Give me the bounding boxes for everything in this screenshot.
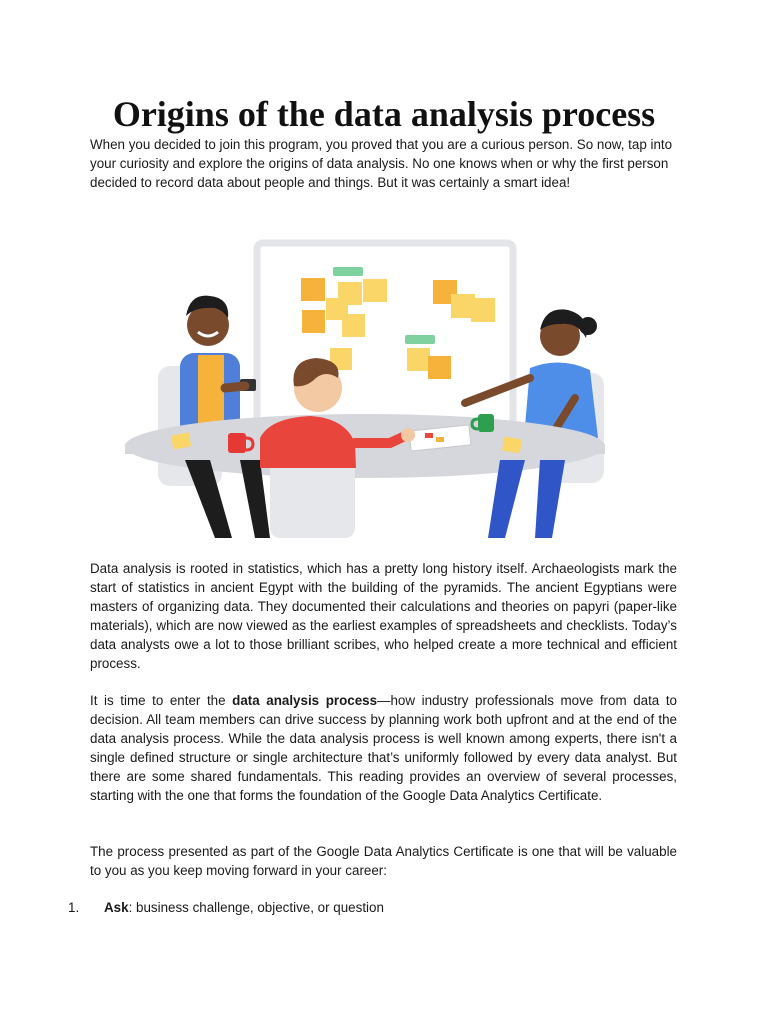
sticky-note (471, 298, 495, 322)
list-item-description: : business challenge, objective, or question (128, 900, 384, 915)
list-item-number: 1. (68, 900, 80, 915)
red-mug (228, 433, 246, 453)
sticky-note (428, 356, 451, 379)
green-tag (333, 267, 363, 276)
list-item (68, 898, 668, 917)
sticky-note (363, 279, 387, 302)
process-text-before: It is time to enter the (90, 693, 233, 708)
sticky-note (342, 314, 365, 337)
list-item-term: Ask (104, 900, 129, 915)
history-paragraph: Data analysis is rooted in statistics, which has a pretty long history itself. Archaeologists mark the start of statistics in ancient Egypt with the building of the pyramids. The ancient Egyptians were masters of organizing data. They documented their calculations and theories on papyri (paper-like materials), which are now viewed as the earliest examples of spreadsheets and checklists. Today’s data analysts owe a lot to those brilliant scribes, who helped create a more technical and efficient process. (90, 561, 677, 671)
process-steps-list (68, 898, 668, 917)
team-meeting-illustration (120, 238, 610, 538)
process-bold-term: data analysis process (232, 693, 378, 708)
green-tag (405, 335, 435, 344)
sticky-note (302, 310, 325, 333)
process-paragraph (90, 691, 677, 805)
sticky-note (301, 278, 325, 301)
page-title: Origins of the data analysis process (112, 94, 656, 134)
list-item-text (104, 898, 384, 917)
green-mug (478, 414, 494, 432)
process-text-after: —how industry professionals move from data to decision. All team members can drive success by planning work both upfront and at the end of the data analysis process. While the data analysis process is well known among experts, there isn't a single defined structure or single architecture that’s uniformly followed by every data analyst. But there are some shared fundamentals. This reading provides an overview of several processes, starting with the one that forms the foundation of the Google Data Analytics Certificate. (90, 693, 677, 803)
google-process-paragraph: The process presented as part of the Google Data Analytics Certificate is one that will be valuable to you as you keep moving forward in your career: (90, 844, 677, 878)
sticky-note (407, 348, 430, 371)
intro-paragraph: When you decided to join this program, you proved that you are a curious person. So now, tap into your curiosity and explore the origins of data analysis. No one knows when or why the first person decided to record data about people and things. But it was certainly a smart idea! (90, 137, 673, 190)
whiteboard (257, 243, 513, 443)
